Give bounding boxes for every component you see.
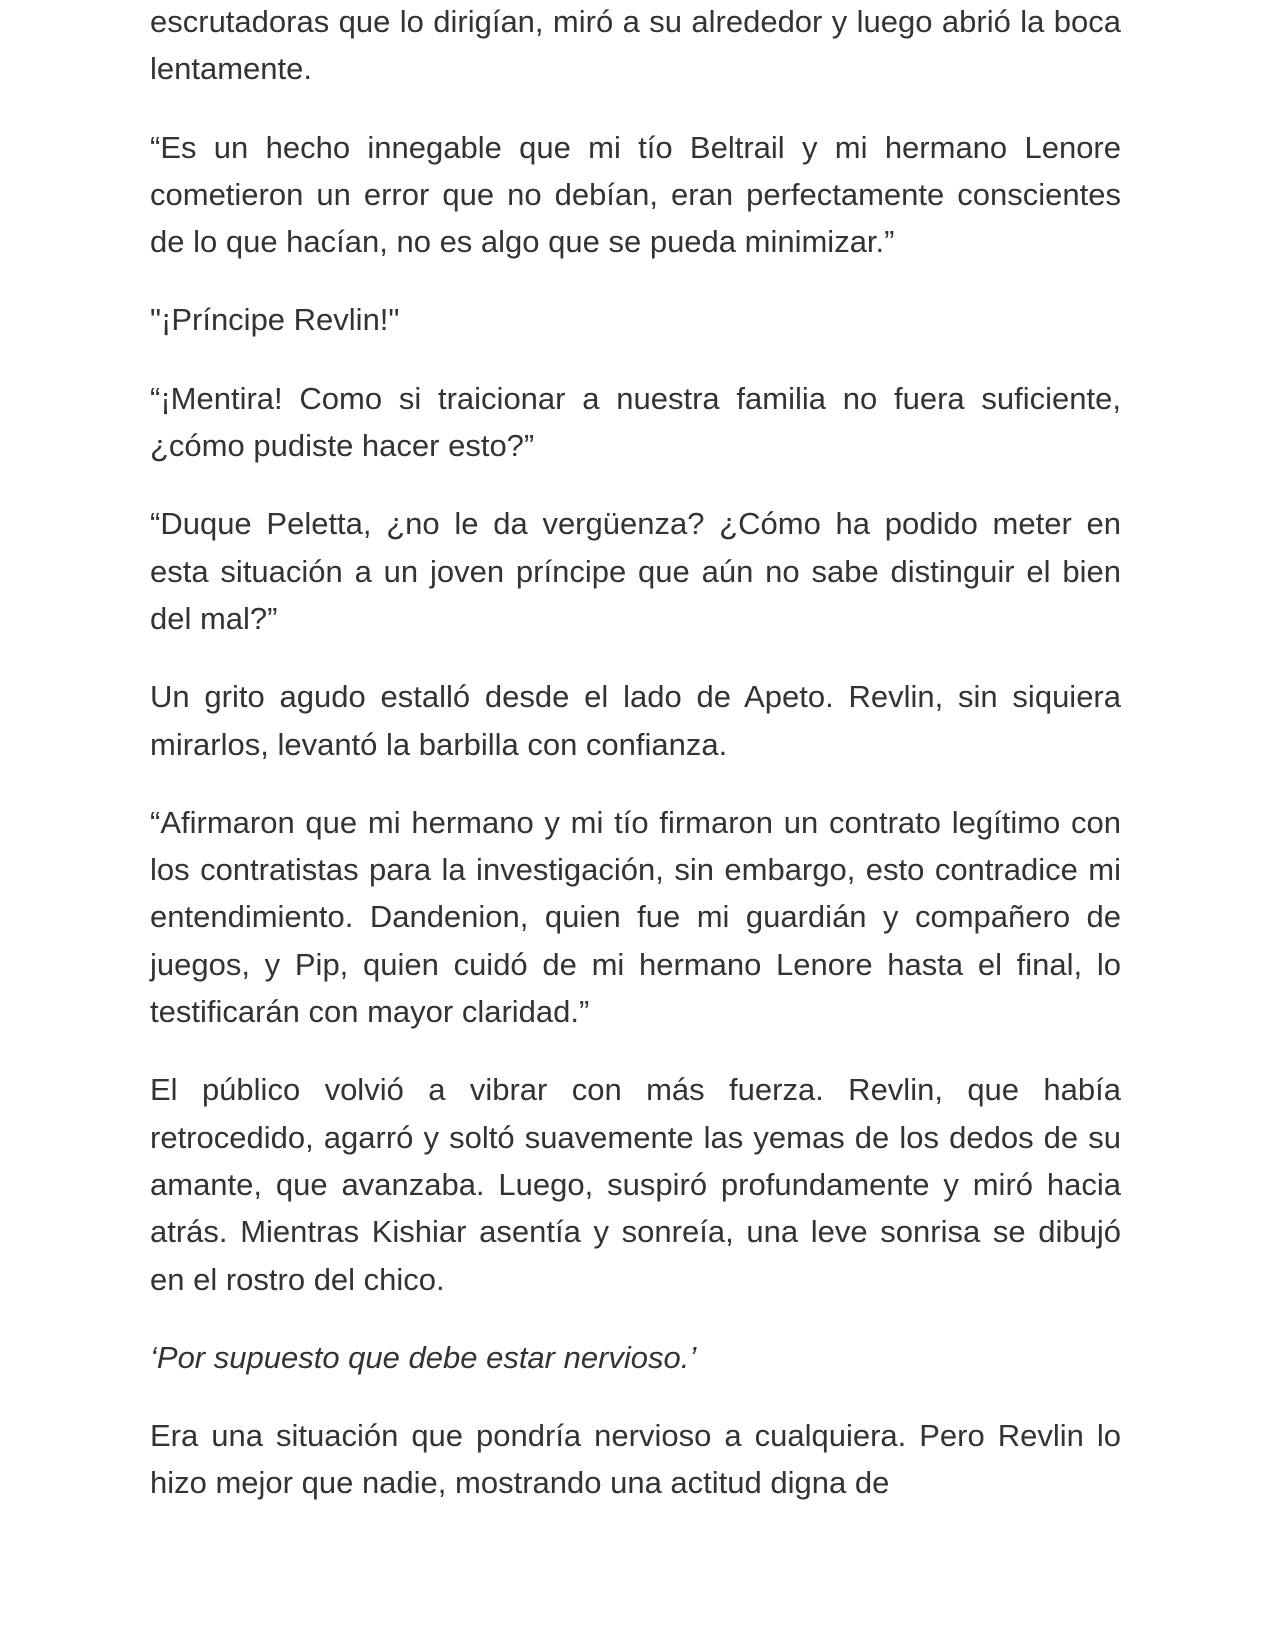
paragraph-7: “Afirmaron que mi hermano y mi tío firmaron un contrato legítimo con los contratistas para la investigación, sin embargo, esto contradice mi entendimiento. Dandenion, quien fue mi guardián y compañero de juegos, y Pip, quien cuidó de mi hermano Lenore hasta el final, lo testificarán con mayor claridad.”	[150, 804, 1121, 1030]
paragraph-1: escrutadoras que lo dirigían, miró a su alrededor y luego abrió la boca lentamente.	[150, 4, 1121, 87]
paragraph-4: “¡Mentira! Como si traicionar a nuestra familia no fuera suficiente, ¿cómo pudiste hacer esto?”	[150, 380, 1121, 464]
paragraph-6: Un grito agudo estalló desde el lado de Apeto. Revlin, sin siquiera mirarlos, levantó la barbilla con confianza.	[150, 679, 1121, 762]
paragraph-3: "¡Príncipe Revlin!"	[150, 302, 400, 338]
paragraph-10: Era una situación que pondría nervioso a cualquiera. Pero Revlin lo hizo mejor que nadie, mostrando una actitud digna de	[150, 1418, 1121, 1501]
paragraph-5: “Duque Peletta, ¿no le da vergüenza? ¿Cómo ha podido meter en esta situación a un joven príncipe que aún no sabe distinguir el bien del mal?”	[150, 506, 1121, 636]
document-page	[150, 0, 1121, 1538]
paragraph-2: “Es un hecho innegable que mi tío Beltrail y mi hermano Lenore cometieron un error que no debían, eran perfectamente conscientes de lo que hacían, no es algo que se pueda minimizar.”	[150, 129, 1121, 260]
paragraph-8: El público volvió a vibrar con más fuerza. Revlin, que había retrocedido, agarró y soltó suavemente las yemas de los dedos de su amante, que avanzaba. Luego, suspiró profundamente y miró hacia atrás. Mientras Kishiar asentía y sonreía, una leve sonrisa se dibujó en el rostro del chico.	[150, 1072, 1121, 1297]
paragraph-9-thought: ‘Por supuesto que debe estar nervioso.’	[150, 1339, 697, 1375]
